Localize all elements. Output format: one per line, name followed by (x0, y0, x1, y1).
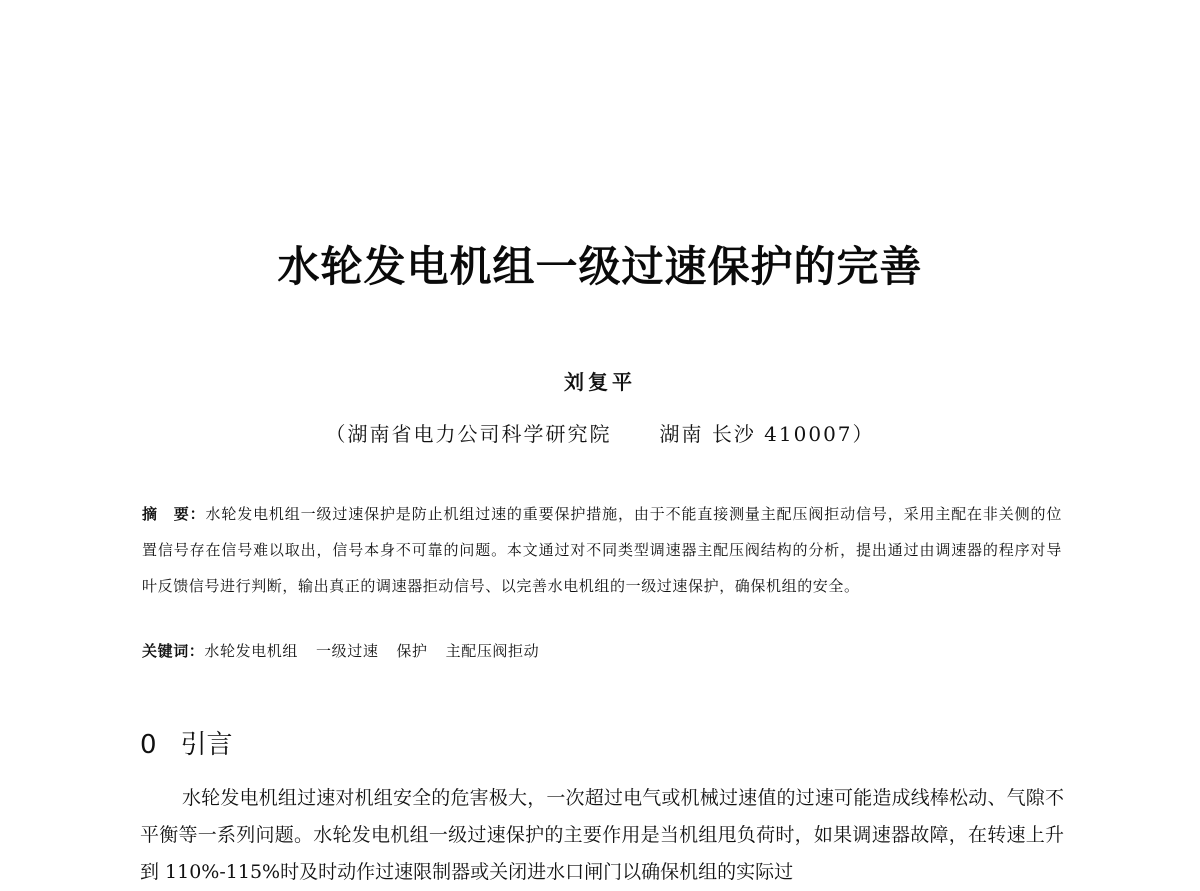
keywords-label: 关键词： (142, 642, 205, 660)
affiliation-institution: 湖南省电力公司科学研究院 (347, 422, 612, 446)
keyword-item: 保护 (396, 642, 428, 660)
affiliation-location: 湖南 长沙 410007 (659, 422, 853, 446)
abstract-label: 摘 要： (142, 505, 206, 523)
affiliation (0, 418, 1200, 447)
keywords (142, 640, 1062, 661)
keyword-item: 一级过速 (316, 642, 379, 660)
affiliation-open-paren: （ (325, 422, 348, 446)
keyword-item: 主配压阀拒动 (445, 642, 540, 660)
section-number: 0 (140, 730, 157, 760)
section-heading (140, 724, 233, 761)
body-paragraph: 水轮发电机组过速对机组安全的危害极大，一次超过电气或机械过速值的过速可能造成线棒松动、气隙不平衡等一系列问题。水轮发电机组一级过速保护的主要作用是当机组甩负荷时，如果调速器故障，在转速上升到 110%-115%时及时动作过速限制器或关闭进水口闸门以确保机组的实际过 (140, 787, 1064, 883)
abstract-text: 水轮发电机组一级过速保护是防止机组过速的重要保护措施，由于不能直接测量主配压阀拒动信号，采用主配在非关侧的位置信号存在信号难以取出，信号本身不可靠的问题。本文通过对不同类型调速器主配压阀结构的分析，提出通过由调速器的程序对导叶反馈信号进行判断，输出真正的调速器拒动信号、以完善水电机组的一级过速保护，确保机组的安全。 (142, 505, 1062, 595)
paper-title: 水轮发电机组一级过速保护的完善 (277, 242, 923, 291)
keyword-item: 水轮发电机组 (204, 642, 299, 660)
abstract (142, 496, 1062, 604)
author-name: 刘复平 (564, 370, 636, 394)
affiliation-close-paren: ） (852, 422, 875, 446)
section-title: 引言 (180, 730, 233, 760)
